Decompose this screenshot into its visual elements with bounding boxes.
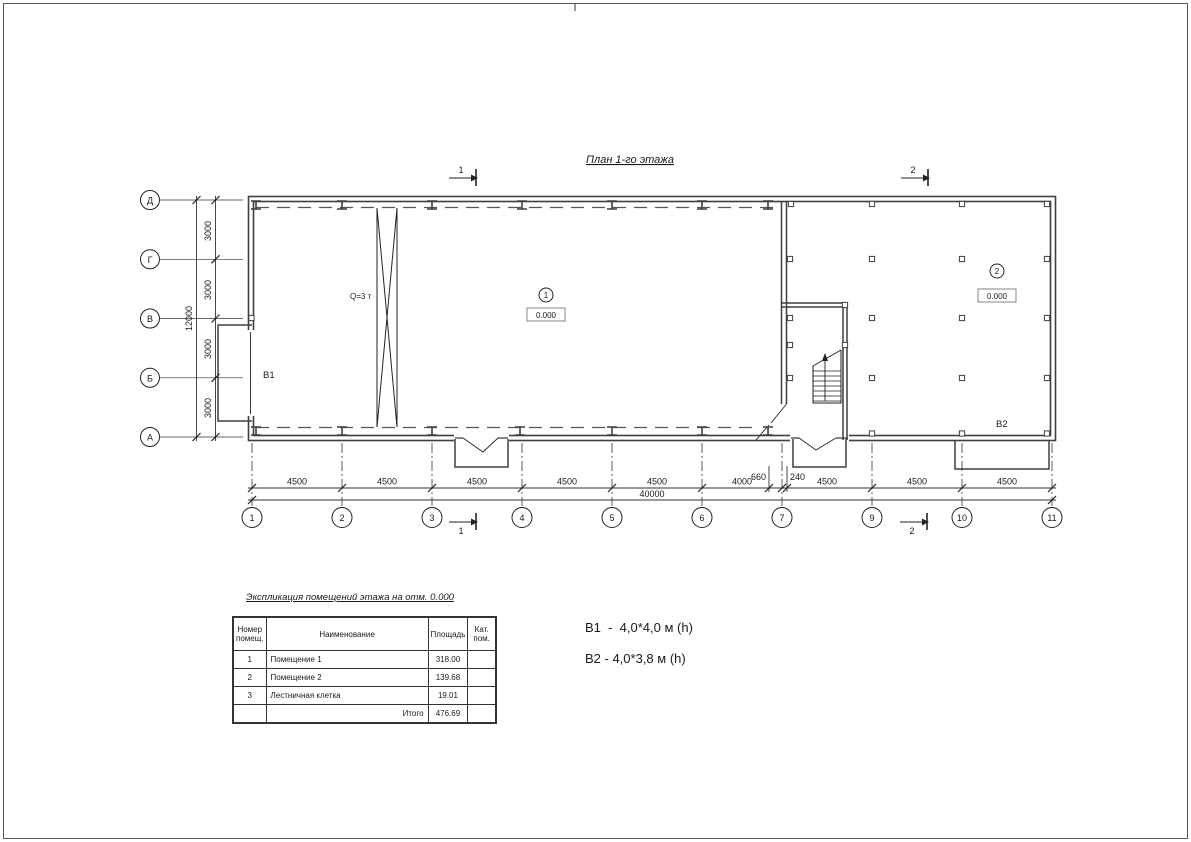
stair-enclosure [781,303,847,440]
svg-text:Б: Б [147,373,153,384]
schedule-header-row [233,617,496,651]
svg-text:1: 1 [249,513,255,523]
plan-title: План 1-го этажа [586,154,674,166]
bottom-dimension-texts [287,472,1017,499]
gate-b-vestibule [791,438,848,467]
svg-text:4500: 4500 [556,476,578,487]
crane-symbol [377,208,397,427]
col-axis-labels [249,513,1056,523]
left-dimension-texts [184,221,213,418]
svg-text:3000: 3000 [203,397,213,419]
col-axis-bubbles [242,508,1062,528]
detail-dim-660: 660 [750,472,766,482]
room-schedule-table [232,616,497,724]
total-width-dim: 40000 [639,489,665,499]
svg-text:3000: 3000 [203,220,213,242]
row-axis-lines [160,200,243,437]
schedule-total-row [233,705,496,724]
svg-text:1: 1 [543,291,549,300]
square-columns [249,201,1050,436]
svg-text:1: 1 [458,165,464,175]
svg-text:4500: 4500 [996,476,1018,487]
svg-text:А: А [146,432,154,443]
schedule-heading: Экспликация помещений этажа на отм. 0.000 [246,592,454,603]
header-category: Кат. пом. [468,617,496,651]
svg-text:7: 7 [779,513,785,523]
svg-text:10: 10 [956,513,968,523]
svg-text:4500: 4500 [286,476,308,487]
table-row: 3 Лестничная клетка 19.01 [233,687,496,705]
svg-text:Д: Д [146,195,154,206]
gates-legend [585,620,693,682]
stair-flight [813,350,841,403]
svg-text:2: 2 [994,267,1000,276]
table-row: 2 Помещение 2 139.68 [233,669,496,687]
gate-a-vestibule [455,438,508,467]
svg-text:4500: 4500 [376,476,398,487]
sheet-border [4,4,1188,839]
svg-text:4500: 4500 [816,476,838,487]
loading-platform [955,441,1049,469]
legend-line-b1: В1 - 4,0*4,0 м (h) [585,620,693,635]
svg-text:4000: 4000 [731,476,753,487]
table-row: 1 Помещение 1 318.00 [233,651,496,669]
svg-text:В: В [146,314,154,324]
room-2-tag [978,264,1016,302]
svg-text:Г: Г [147,254,153,265]
section-mark-1-bottom [449,513,478,536]
svg-text:4500: 4500 [646,476,668,487]
svg-text:1: 1 [458,526,464,536]
ibeam-columns [251,201,773,435]
room-1-tag [527,288,565,321]
total-label: Итого [266,705,428,724]
detail-dim-240: 240 [790,472,806,482]
header-room-number: Номер помещ. [233,617,266,651]
svg-text:4500: 4500 [906,476,928,487]
total-height-dim: 12000 [184,305,194,332]
gate-b1-vestibule [218,325,252,421]
svg-text:6: 6 [699,513,705,523]
svg-text:4: 4 [519,513,525,523]
header-name: Наименование [266,617,428,651]
gate-b1-opening [247,330,255,416]
svg-text:3: 3 [429,513,435,523]
room-2-elevation: 0.000 [986,292,1008,301]
svg-text:4500: 4500 [466,476,488,487]
row-axis-labels [147,196,153,443]
section-mark-1-top [449,165,478,186]
partition-wall [756,201,787,440]
total-value: 476.69 [428,705,468,724]
svg-text:3000: 3000 [203,279,213,301]
section-mark-2-top [901,165,930,186]
header-area: Площадь [428,617,468,651]
building-walls [249,197,1056,441]
gate-b1-label: В1 [263,370,275,381]
svg-text:9: 9 [869,513,875,523]
section-mark-2-bottom [900,513,929,536]
svg-text:2: 2 [910,165,916,175]
legend-line-b2: В2 - 4,0*3,8 м (h) [585,651,686,666]
crane-runway-lines [256,208,778,428]
svg-text:2: 2 [909,526,915,536]
room-1-elevation: 0.000 [535,311,557,320]
svg-text:2: 2 [339,513,345,523]
svg-text:5: 5 [609,513,615,523]
crane-capacity-label: Q=3 т [350,292,372,301]
gate-b2-label: В2 [996,419,1008,430]
svg-text:3000: 3000 [203,338,213,360]
svg-text:11: 11 [1047,513,1057,523]
